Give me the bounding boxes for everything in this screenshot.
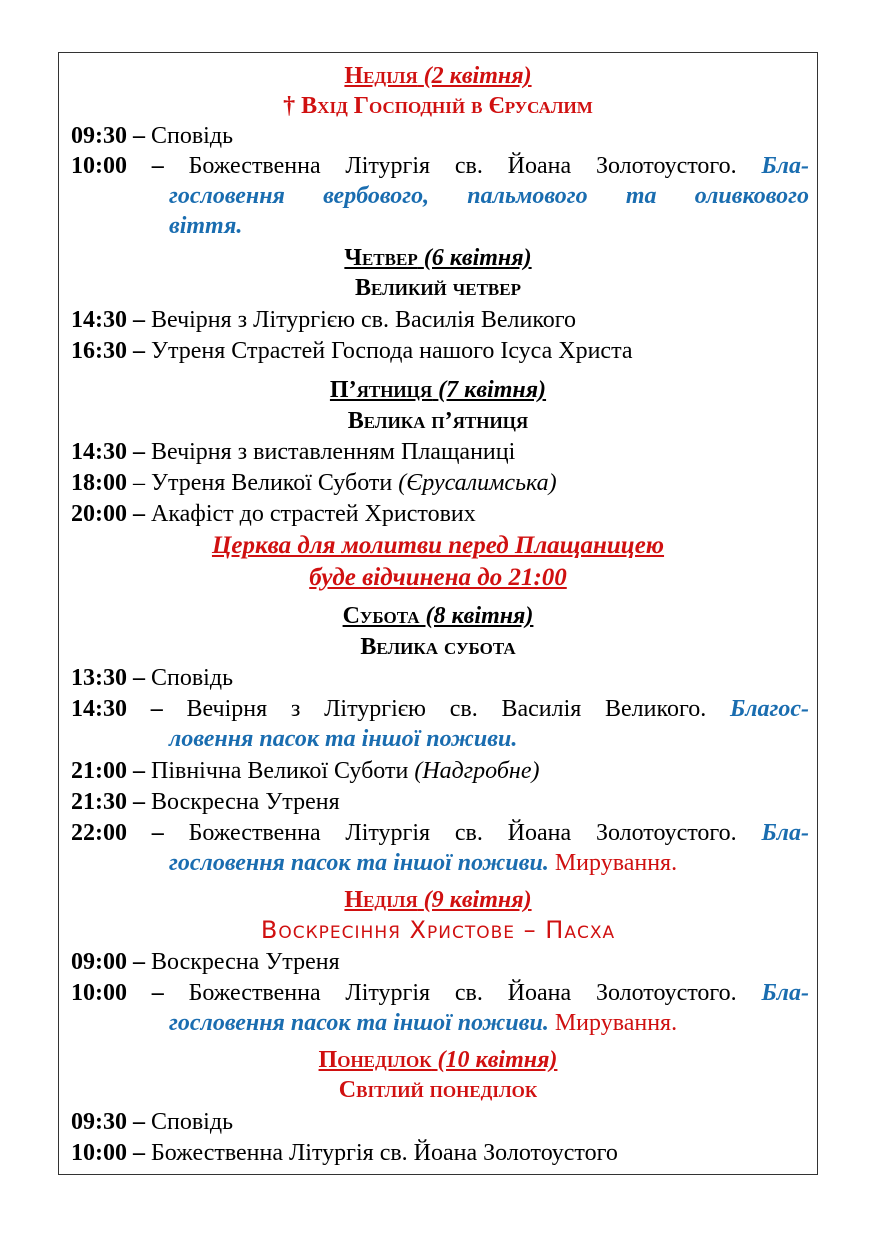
entry-time: 09:30 <box>71 1109 127 1135</box>
entry-time: 09:30 <box>71 123 127 149</box>
schedule-entry: 10:00 – Божественна Літургія св. Йоана Золотоустого. Бла- гословення пасок та іншої поживи. Мирування. <box>71 980 809 1036</box>
feast-title: Великий четвер <box>354 275 521 301</box>
day-heading <box>59 375 817 405</box>
entry-blessing: віття. <box>169 213 243 239</box>
day-name: Неділя <box>344 63 418 89</box>
entry-blessing: Бла- <box>761 153 809 179</box>
entry-text: Сповідь <box>151 1109 234 1135</box>
day-heading <box>59 243 817 273</box>
entry-chrismation: Мирування. <box>554 850 678 876</box>
entry-text: Божественна Літургія св. Йоана Золотоустого. <box>188 153 737 179</box>
schedule-entry: 09:00 – Воскресна Утреня <box>71 949 340 975</box>
entry-time: 16:30 <box>71 338 127 364</box>
day-name: Субота <box>342 603 420 629</box>
entry-time: 10:00 <box>71 1140 127 1166</box>
entry-time: 21:00 <box>71 758 127 784</box>
entry-time: 18:00 <box>71 470 127 496</box>
schedule-entry: 10:00 – Божественна Літургія св. Йоана Золотоустого <box>71 1140 618 1166</box>
entry-time: 14:30 <box>71 439 127 465</box>
schedule-entry: 21:30 – Воскресна Утреня <box>71 789 340 815</box>
day-name: Четвер <box>344 245 418 271</box>
schedule-entry: 09:30 – Сповідь <box>71 123 234 149</box>
schedule-entry: 14:30 – Вечірня з Літургією св. Василія Великого <box>71 307 577 333</box>
feast-title: Світлий понеділок <box>338 1077 538 1103</box>
day-heading <box>59 601 817 631</box>
entry-blessing: гословення пасок та іншої поживи. <box>169 1010 549 1036</box>
day-name: Понеділок <box>318 1047 432 1073</box>
entry-text: Воскресна Утреня <box>151 789 340 815</box>
entry-note: (Єрусалимська) <box>398 470 557 496</box>
day-date: (7 квітня) <box>438 377 547 403</box>
feast-title: Велика субота <box>360 634 516 660</box>
day-date: (8 квітня) <box>425 603 534 629</box>
day-heading <box>59 61 817 91</box>
entry-blessing: гословення вербового, пальмового та оливкового <box>169 183 809 209</box>
entry-text: Утреня Страстей Господа нашого Ісуса Христа <box>151 338 633 364</box>
entry-time: 10:00 <box>71 153 127 179</box>
day-heading <box>59 1045 817 1075</box>
entry-chrismation: Мирування. <box>554 1010 678 1036</box>
entry-text: Воскресна Утреня <box>151 949 340 975</box>
church-open-note: Церква для молитви перед Плащаницею <box>211 532 665 559</box>
schedule-entry: 10:00 – Божественна Літургія св. Йоана Золотоустого. Бла- гословення вербового, пальмового та оливкового віття. <box>71 153 809 239</box>
entry-time: 20:00 <box>71 501 127 527</box>
feast-title: Велика п’ятниця <box>347 408 529 434</box>
entry-text: Вечірня з виставленням Плащаниці <box>151 439 516 465</box>
entry-text: Божественна Літургія св. Йоана Золотоустого. <box>188 820 737 846</box>
schedule-entry: 09:30 – Сповідь <box>71 1109 234 1135</box>
day-name: Неділя <box>344 887 418 913</box>
day-name: П’ятниця <box>329 377 433 403</box>
entry-time: 21:30 <box>71 789 127 815</box>
entry-text: Божественна Літургія св. Йоана Золотоустого. <box>188 980 737 1006</box>
schedule-entry: 14:30 – Вечірня з Літургією св. Василія Великого. Благос- ловення пасок та іншої поживи. <box>71 696 810 752</box>
schedule-entry: 16:30 – Утреня Страстей Господа нашого Ісуса Христа <box>71 338 633 364</box>
day-date: (9 квітня) <box>423 887 532 913</box>
entry-time: 09:00 <box>71 949 127 975</box>
entry-note: (Надгробне) <box>414 758 540 784</box>
schedule-entry: 14:30 – Вечірня з виставленням Плащаниці <box>71 439 516 465</box>
day-date: (6 квітня) <box>423 245 532 271</box>
day-date: (2 квітня) <box>423 63 532 89</box>
feast-title: † Вхід Господній в Єрусалим <box>283 93 593 119</box>
feast-title: Воскресіння Христове – Пасха <box>260 916 616 944</box>
entry-time: 14:30 <box>71 696 127 722</box>
schedule-entry: 20:00 – Акафіст до страстей Христових <box>71 501 476 527</box>
entry-text: Сповідь <box>151 665 234 691</box>
day-heading <box>59 885 817 915</box>
entry-blessing: Благос- <box>729 696 810 722</box>
entry-blessing: ловення пасок та іншої поживи. <box>169 726 518 752</box>
entry-text: Вечірня з Літургією св. Василія Великого. <box>186 696 707 722</box>
entry-blessing: Бла- <box>761 820 809 846</box>
schedule-entry: 13:30 – Сповідь <box>71 665 234 691</box>
entry-text: Вечірня з Літургією св. Василія Великого <box>151 307 577 333</box>
entry-time: 14:30 <box>71 307 127 333</box>
entry-text: Божественна Літургія св. Йоана Золотоустого <box>151 1140 618 1166</box>
day-date: (10 квітня) <box>437 1047 558 1073</box>
entry-blessing: Бла- <box>761 980 809 1006</box>
entry-text: Утреня Великої Суботи <box>151 470 393 496</box>
schedule-entry: 22:00 – Божественна Літургія св. Йоана Золотоустого. Бла- гословення пасок та іншої поживи. Мирування. <box>71 820 809 876</box>
schedule-frame <box>58 52 818 1175</box>
entry-blessing: гословення пасок та іншої поживи. <box>169 850 549 876</box>
schedule-entry: 21:00 – Північна Великої Суботи (Надгробне) <box>71 758 540 784</box>
entry-time: 22:00 <box>71 820 127 846</box>
church-open-note: буде відчинена до 21:00 <box>309 564 567 591</box>
schedule-entry: 18:00 – Утреня Великої Суботи (Єрусалимська) <box>71 470 557 496</box>
entry-text: Північна Великої Суботи <box>151 758 409 784</box>
entry-time: 10:00 <box>71 980 127 1006</box>
entry-text: Акафіст до страстей Христових <box>151 501 476 527</box>
entry-text: Сповідь <box>151 123 234 149</box>
entry-time: 13:30 <box>71 665 127 691</box>
